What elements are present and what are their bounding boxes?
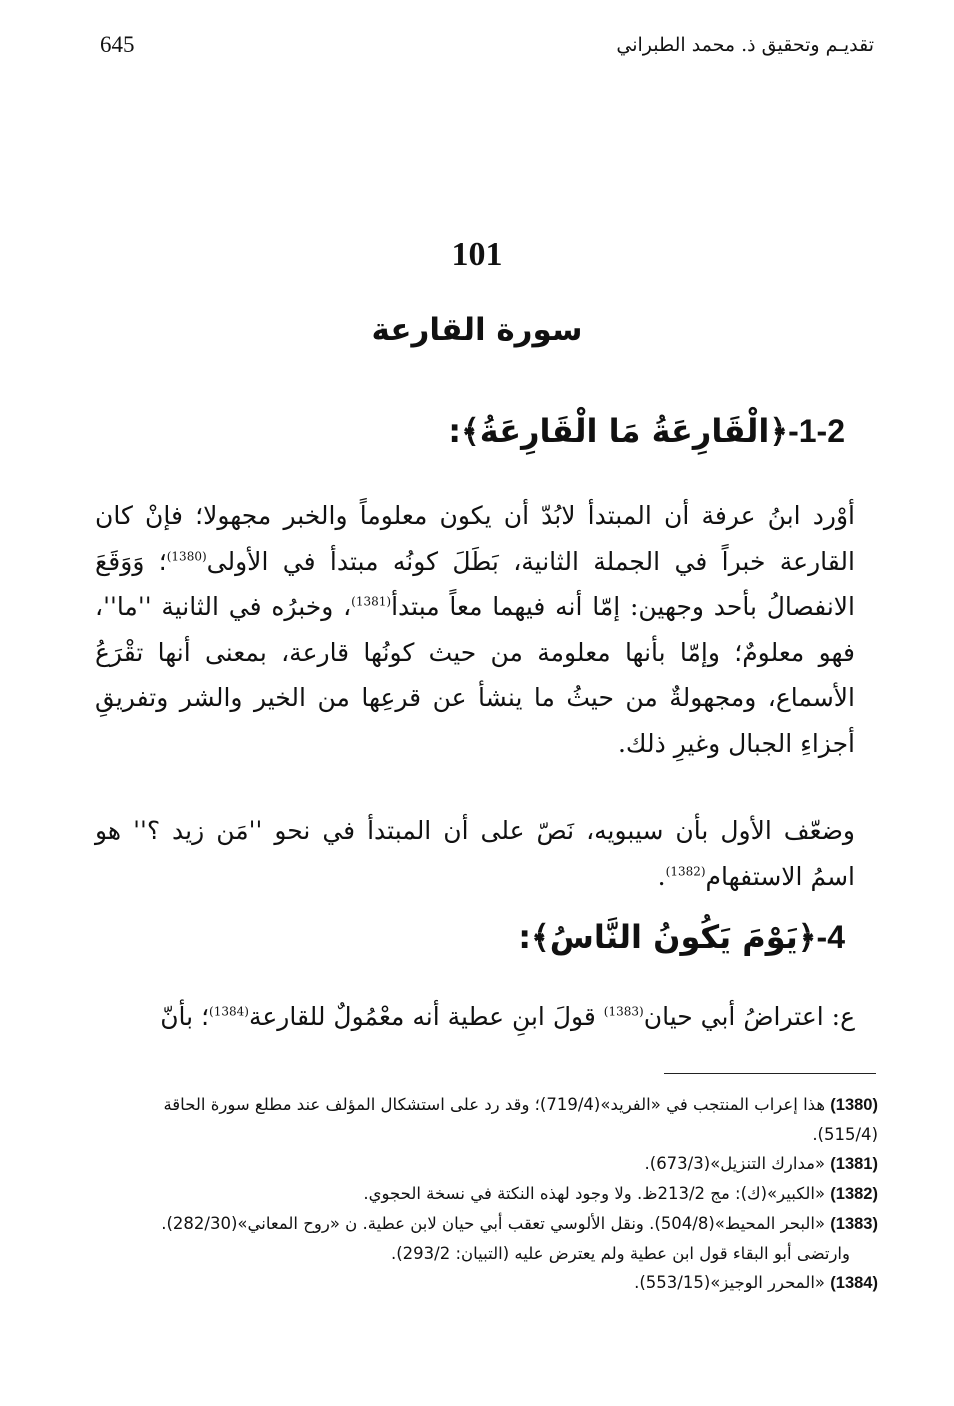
footnote-text: «المحرر الوجيز»(553/15). [634, 1273, 831, 1292]
footnote-ref: (1381) [351, 594, 392, 609]
footnote-1384 [100, 1268, 878, 1298]
footnote-1383 [100, 1209, 878, 1239]
footnote-text: «مدارك التنزيل»(673/3). [644, 1154, 831, 1173]
footnote-text: «البحر المحيط»(504/8). ونقل الألوسي تعقب أبي حيان لابن عطية. ن «روح المعاني»(282/30). [161, 1214, 831, 1233]
chapter-number: 101 [451, 236, 503, 273]
footnote-ref: (1384) [209, 1004, 249, 1019]
page-number: 645 [100, 32, 135, 57]
paragraph-text: ؛ وَوَقَعَ الانفصالُ بأحد وجهين: إمّا أنه فيهما معاً مبتدأ [95, 546, 855, 621]
footnote-number: (1382) [830, 1185, 878, 1203]
paragraph-1 [95, 493, 855, 766]
footnote-separator [664, 1073, 876, 1074]
running-head-title: تقديـم وتحقيق ذ. محمد الطبراني [616, 34, 874, 56]
footnote-1382 [100, 1179, 878, 1209]
footnote-number: (1384) [830, 1274, 878, 1292]
footnote-number: (1383) [830, 1215, 878, 1233]
footnote-1380 [100, 1090, 878, 1149]
paragraph-text: ، وخبرُه في الثانية ''ما''، فهو معلومٌ؛ وإمّا بأنها معلومة من حيث كونُها قارعة، بمعنى أنها تقْرَعُ الأسماع، ومجهولةٌ من حيثُ ما ينشأ عن قرعِها من الخير والشر وتفريقِ أجزاءِ الجبال وغيرِ ذلك. [95, 592, 855, 758]
paragraph-3 [95, 994, 855, 1040]
footnote-1381 [100, 1149, 878, 1179]
footnotes [100, 1090, 878, 1298]
section-number: 4- [816, 919, 845, 955]
paragraph-text: قولَ ابنِ عطية أنه معْمُولٌ للقارعة [248, 1002, 604, 1031]
paragraph-text: ؛ بأنّ [160, 1002, 210, 1031]
footnote-number: (1381) [830, 1155, 878, 1173]
footnote-ref: (1382) [665, 864, 706, 879]
verse-quote: ﴿الْقَارِعَةُ مَا الْقَارِعَةُ﴾: [448, 412, 789, 450]
footnote-number: (1380) [830, 1096, 878, 1114]
running-head [100, 32, 874, 64]
surah-title: سورة القارعة [371, 312, 583, 348]
section-heading-1 [95, 412, 845, 450]
footnote-text: «الكبير»(ك): مج 213/2ظ. ولا وجود لهذه النكتة في نسخة الحجوي. [363, 1184, 831, 1203]
verse-quote: ﴿يَوْمَ يَكُونُ النَّاسُ﴾: [518, 918, 817, 956]
paragraph-2 [95, 808, 855, 899]
footnote-1383-continuation: وارتضى أبو البقاء قول ابن عطية ولم يعترض عليه (التبيان: 293/2). [390, 1244, 850, 1263]
paragraph-text: . [657, 861, 666, 891]
footnote-text: هذا إعراب المنتجب في «الفريد»(719/4)؛ وقد رد على استشكال المؤلف عند مطلع سورة الحاقة (515/4). [163, 1095, 878, 1144]
footnote-ref: (1380) [166, 549, 207, 564]
footnote-ref: (1383) [603, 1004, 644, 1019]
paragraph-text: أوْرد ابنُ عرفة أن المبتدأ لابُدّ أن يكون معلوماً والخبر مجهولا؛ فإنْ كان القارعة خبراً في الجملة الثانية، بَطَلَ كونُه مبتدأ في الأولى [95, 501, 855, 576]
paragraph-text: وضعّف الأول بأن سيبويه، نَصّ على أن المبتدأ في نحو ''مَن زيد ؟'' هو اسمُ الاستفهام [95, 816, 855, 891]
paragraph-text: ع: اعتراضُ أبي حيان [643, 1002, 855, 1031]
section-number: 1-2- [788, 413, 845, 449]
section-heading-2 [95, 918, 845, 956]
